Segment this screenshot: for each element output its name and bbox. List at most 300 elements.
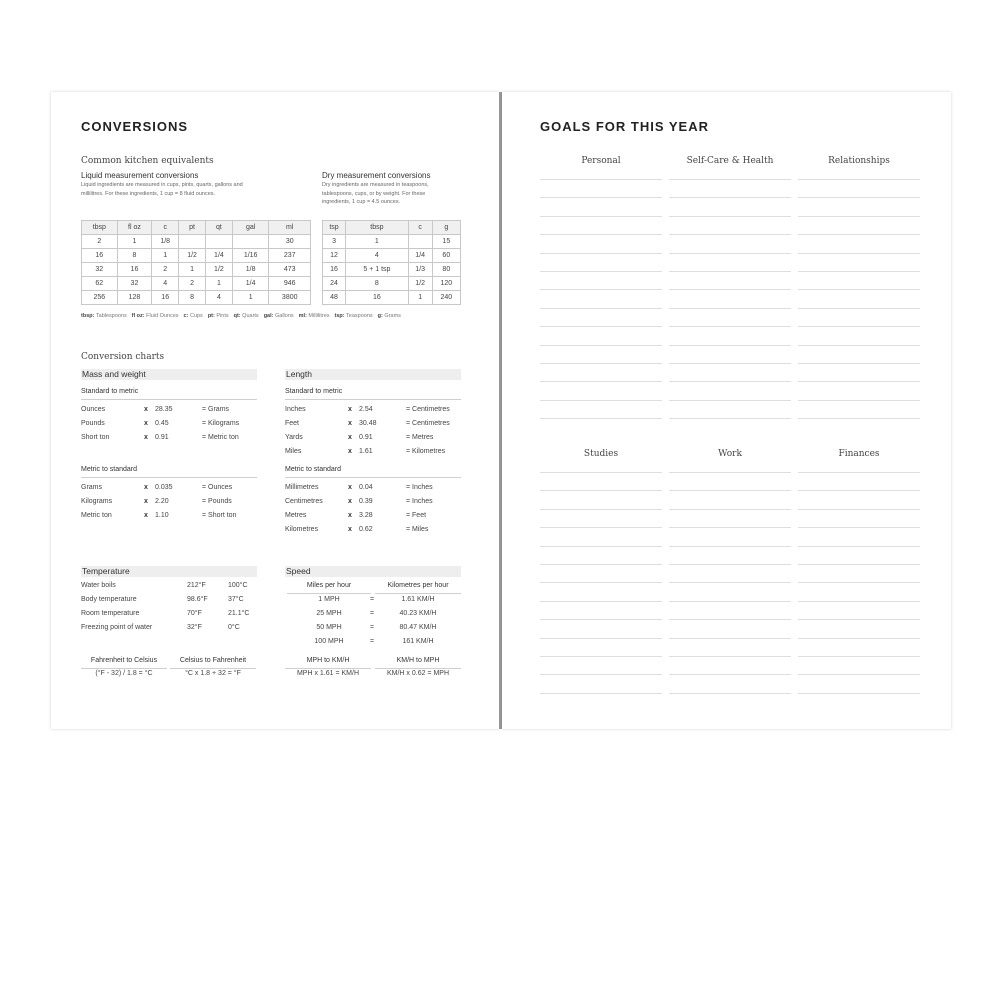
length-s2m-to: = Centimetres (406, 420, 450, 427)
top-goal-line (540, 400, 662, 401)
bottom-goal-line (669, 546, 791, 547)
top-goal-line (540, 345, 662, 346)
mass-s2m-operator: x (144, 420, 148, 427)
bottom-goal-line (798, 693, 920, 694)
bottom-goal-line (540, 472, 662, 473)
mass-s2m-from: Ounces (81, 406, 106, 413)
mass-m2s-factor: 1.10 (155, 512, 169, 519)
length-s2m-from: Inches (285, 406, 306, 413)
top-goal-line (798, 308, 920, 309)
divider (81, 477, 257, 478)
liquid-cell: 2 (179, 277, 206, 291)
bottom-goal-line (669, 527, 791, 528)
speed-col-kmh: Kilometres per hour (387, 582, 449, 589)
length-s2m-label: Standard to metric (285, 388, 343, 395)
speed-kmh: 161 KM/H (402, 638, 434, 645)
liquid-cell: 8 (117, 249, 152, 263)
dry-cell: 1/3 (408, 263, 432, 277)
top-goal-line (798, 326, 920, 327)
liquid-row (82, 263, 311, 277)
bottom-goal-line (669, 582, 791, 583)
mass-s2m-to: = Grams (202, 406, 230, 413)
mass-s2m-from: Short ton (81, 434, 110, 441)
top-goal-line (669, 197, 791, 198)
top-goal-line (540, 179, 662, 180)
legend-item (81, 313, 127, 319)
top-goal-line (669, 381, 791, 382)
top-goal-line (540, 326, 662, 327)
liquid-cell: 1 (117, 235, 152, 249)
length-s2m-from: Miles (285, 448, 302, 455)
liquid-cell (205, 235, 232, 249)
liquid-cell: 1 (179, 263, 206, 277)
liquid-cell: 256 (82, 291, 118, 305)
top-goal-line (798, 400, 920, 401)
liquid-header-cell: fl oz (117, 221, 152, 235)
legend-item (184, 313, 203, 319)
bottom-category-heading: Work (718, 449, 742, 459)
mass-s2m-factor: 0.45 (155, 420, 169, 427)
length-s2m-operator: x (348, 448, 352, 455)
length-m2s-operator: x (348, 512, 352, 519)
length-s2m-to: = Centimetres (406, 406, 450, 413)
length-s2m-to: = Metres (406, 434, 434, 441)
liquid-cell: 62 (82, 277, 118, 291)
speed-equals: = (370, 624, 375, 631)
top-goal-line (669, 271, 791, 272)
dry-row (323, 235, 461, 249)
top-goal-line (798, 179, 920, 180)
mass-s2m-operator: x (144, 406, 148, 413)
length-section-title: Length (285, 369, 461, 380)
liquid-cell: 128 (117, 291, 152, 305)
length-s2m-factor: 0.91 (359, 434, 373, 441)
bottom-goal-line (540, 601, 662, 602)
bottom-goal-line (798, 564, 920, 565)
liquid-cell (179, 235, 206, 249)
top-category-heading: Self-Care & Health (686, 156, 774, 166)
legend-abbr: fl oz: (131, 313, 145, 319)
top-goal-line (669, 418, 791, 419)
dry-cell: 80 (432, 263, 460, 277)
liquid-cell: 2 (82, 235, 118, 249)
bottom-goal-line (798, 656, 920, 657)
dry-cell: 1 (346, 235, 409, 249)
temperature-celsius: 21.1°C (228, 610, 250, 617)
legend-item (208, 313, 229, 319)
page-title: CONVERSIONS (81, 119, 189, 134)
mass-m2s-from: Metric ton (81, 512, 112, 519)
legend-text: Grams (382, 313, 401, 319)
temperature-fahrenheit: 70°F (187, 610, 202, 617)
bottom-goal-line (540, 582, 662, 583)
dry-cell: 16 (346, 291, 409, 305)
length-m2s-to: = Feet (406, 512, 427, 519)
liquid-cell: 237 (269, 249, 311, 263)
top-goal-line (798, 363, 920, 364)
top-goal-line (669, 326, 791, 327)
bottom-category-heading: Studies (583, 449, 619, 459)
top-goal-line (798, 216, 920, 217)
f2c-formula: (°F - 32) / 1.8 = °C (95, 670, 153, 677)
temperature-section-title: Temperature (81, 566, 257, 577)
dry-cell: 120 (432, 277, 460, 291)
k2m-label: KM/H to MPH (396, 657, 440, 664)
speed-mph: 1 MPH (318, 596, 340, 603)
mass-s2m-from: Pounds (81, 420, 105, 427)
liquid-cell: 30 (269, 235, 311, 249)
bottom-goal-line (540, 638, 662, 639)
temperature-celsius: 0°C (228, 624, 240, 631)
top-goal-line (540, 253, 662, 254)
m2k-label: MPH to KM/H (306, 657, 350, 664)
liquid-row (82, 291, 311, 305)
top-goal-line (540, 271, 662, 272)
top-goal-line (669, 308, 791, 309)
top-goal-line (540, 234, 662, 235)
legend-abbr: g: (377, 313, 383, 319)
top-goal-line (540, 197, 662, 198)
top-goal-line (669, 345, 791, 346)
c2f-formula: °C x 1.8 + 32 = °F (185, 670, 241, 677)
mass-m2s-from: Grams (81, 484, 102, 491)
dry-cell: 1/2 (408, 277, 432, 291)
goals-title: GOALS FOR THIS YEAR (540, 119, 709, 134)
bottom-goal-line (798, 674, 920, 675)
divider (285, 668, 371, 669)
divider (81, 668, 167, 669)
dry-cell: 1 (408, 291, 432, 305)
liquid-row (82, 277, 311, 291)
mass-s2m-factor: 0.91 (155, 434, 169, 441)
liquid-cell: 1 (205, 277, 232, 291)
mass-section-title: Mass and weight (81, 369, 257, 380)
temperature-celsius: 100°C (228, 582, 248, 589)
bottom-goal-line (669, 674, 791, 675)
legend-abbr: tbsp: (81, 313, 95, 319)
length-m2s-to: = Miles (406, 526, 429, 533)
temperature-fahrenheit: 98.6°F (187, 596, 208, 603)
m2k-formula: MPH x 1.61 = KM/H (296, 670, 360, 677)
dry-header-cell: tbsp (346, 221, 409, 235)
bottom-goal-line (669, 601, 791, 602)
dry-row (323, 277, 461, 291)
liquid-conversion-table (81, 220, 311, 305)
dry-cell: 8 (346, 277, 409, 291)
speed-kmh: 80.47 KM/H (399, 624, 437, 631)
dry-cell: 48 (323, 291, 346, 305)
top-goal-line (669, 216, 791, 217)
length-m2s-from: Millimetres (285, 484, 319, 491)
legend-item (335, 313, 373, 319)
top-goal-line (669, 363, 791, 364)
legend-item (132, 313, 179, 319)
dry-title: Dry measurement conversions (322, 171, 431, 180)
top-goal-line (669, 289, 791, 290)
top-goal-line (540, 363, 662, 364)
liquid-cell: 16 (152, 291, 179, 305)
mass-m2s-factor: 2.20 (155, 498, 169, 505)
dry-cell (408, 235, 432, 249)
legend-text: Cups (188, 313, 203, 319)
top-goal-line (798, 381, 920, 382)
divider (81, 399, 257, 400)
bottom-goal-line (669, 564, 791, 565)
conversions-page (51, 92, 499, 729)
temperature-fahrenheit: 32°F (187, 624, 202, 631)
top-category-heading: Personal (581, 156, 621, 166)
top-goal-line (540, 216, 662, 217)
length-s2m-factor: 2.54 (359, 406, 373, 413)
dry-row (323, 249, 461, 263)
bottom-goal-line (798, 527, 920, 528)
mass-s2m-factor: 28.35 (155, 406, 173, 413)
top-goal-line (798, 345, 920, 346)
liquid-cell: 1/4 (205, 249, 232, 263)
bottom-goal-line (798, 638, 920, 639)
liquid-title: Liquid measurement conversions (81, 171, 199, 180)
speed-equals: = (370, 610, 375, 617)
liquid-cell: 1 (152, 249, 179, 263)
length-s2m-to: = Kilometres (406, 448, 446, 455)
bottom-goal-line (669, 638, 791, 639)
top-goal-line (669, 253, 791, 254)
top-goal-line (798, 197, 920, 198)
top-category-heading: Relationships (828, 156, 890, 166)
divider (285, 399, 461, 400)
length-m2s-operator: x (348, 526, 352, 533)
legend-abbr: pt: (207, 313, 215, 319)
bottom-goal-line (540, 693, 662, 694)
legend-text: Pints (214, 313, 229, 319)
liquid-cell: 1/2 (205, 263, 232, 277)
legend-item (234, 313, 259, 319)
length-s2m-from: Feet (285, 420, 300, 427)
length-s2m-factor: 30.48 (359, 420, 377, 427)
kitchen-heading: Common kitchen equivalents (81, 156, 214, 166)
length-m2s-to: = Inches (406, 484, 433, 491)
dry-conversion-table (322, 220, 461, 305)
dry-cell: 60 (432, 249, 460, 263)
dry-cell: 240 (432, 291, 460, 305)
legend-text: Teaspoons (344, 313, 373, 319)
bottom-goal-line (540, 564, 662, 565)
legend-abbr: qt: (233, 313, 241, 319)
bottom-goal-line (669, 656, 791, 657)
mass-m2s-operator: x (144, 512, 148, 519)
divider (170, 668, 256, 669)
bottom-goal-line (798, 619, 920, 620)
bottom-goal-line (669, 693, 791, 694)
liquid-cell: 4 (205, 291, 232, 305)
length-m2s-label: Metric to standard (285, 466, 342, 473)
legend-item (299, 313, 330, 319)
speed-mph: 100 MPH (314, 638, 344, 645)
temperature-label: Room temperature (81, 610, 140, 617)
mass-m2s-operator: x (144, 498, 148, 505)
bottom-goal-line (540, 546, 662, 547)
dry-header-cell: tsp (323, 221, 346, 235)
top-goal-line (798, 253, 920, 254)
speed-mph: 25 MPH (316, 610, 342, 617)
dry-cell: 16 (323, 263, 346, 277)
dry-cell: 24 (323, 277, 346, 291)
legend-text: Quarts (240, 313, 259, 319)
bottom-goal-line (798, 490, 920, 491)
liquid-cell: 32 (117, 277, 152, 291)
top-goal-line (540, 289, 662, 290)
bottom-goal-line (540, 619, 662, 620)
liquid-cell: 32 (82, 263, 118, 277)
length-m2s-to: = Inches (406, 498, 433, 505)
liquid-cell: 473 (269, 263, 311, 277)
c2f-label: Celsius to Fahrenheit (179, 657, 247, 664)
bottom-goal-line (669, 490, 791, 491)
top-goal-line (540, 308, 662, 309)
speed-col-mph: Miles per hour (306, 582, 352, 589)
length-m2s-operator: x (348, 484, 352, 491)
liquid-cell: 16 (117, 263, 152, 277)
liquid-header-cell: ml (269, 221, 311, 235)
length-s2m-operator: x (348, 434, 352, 441)
liquid-row (82, 249, 311, 263)
goals-page (502, 92, 951, 729)
legend-abbr: gal: (263, 313, 274, 319)
dry-cell: 5 + 1 tsp (346, 263, 409, 277)
legend-item (264, 313, 294, 319)
legend-text: Fluid Ounces (144, 313, 179, 319)
speed-mph: 50 MPH (316, 624, 342, 631)
bottom-goal-line (669, 619, 791, 620)
temperature-label: Freezing point of water (81, 624, 153, 631)
legend-item (378, 313, 401, 319)
length-m2s-from: Kilometres (285, 526, 319, 533)
temperature-label: Water boils (81, 582, 116, 589)
bottom-goal-line (540, 674, 662, 675)
liquid-description: Liquid ingredients are measured in cups, pints, quarts, gallons and millilitres. For these ingredients, 1 cup = 8 fluid ounces. (81, 182, 243, 197)
length-m2s-factor: 0.39 (359, 498, 373, 505)
mass-s2m-to: = Metric ton (202, 434, 239, 441)
length-m2s-factor: 0.62 (359, 526, 373, 533)
temperature-label: Body temperature (81, 596, 137, 603)
liquid-cell: 1/8 (232, 263, 269, 277)
length-s2m-operator: x (348, 406, 352, 413)
legend-abbr: c: (183, 313, 189, 319)
liquid-cell: 1 (232, 291, 269, 305)
divider (375, 593, 461, 594)
liquid-cell: 4 (152, 277, 179, 291)
mass-s2m-label: Standard to metric (81, 388, 139, 395)
top-goal-line (798, 271, 920, 272)
liquid-cell: 2 (152, 263, 179, 277)
legend-text: Millilitres (306, 313, 330, 319)
bottom-goal-line (540, 490, 662, 491)
bottom-goal-line (669, 472, 791, 473)
mass-s2m-to: = Kilograms (202, 420, 240, 427)
top-goal-line (669, 400, 791, 401)
dry-header-cell: c (408, 221, 432, 235)
liquid-cell: 8 (179, 291, 206, 305)
top-goal-line (540, 381, 662, 382)
liquid-header-cell: tbsp (82, 221, 118, 235)
bottom-goal-line (540, 509, 662, 510)
liquid-header-cell: gal (232, 221, 269, 235)
mass-m2s-factor: 0.035 (155, 484, 173, 491)
liquid-cell: 3800 (269, 291, 311, 305)
k2m-formula: KM/H x 0.62 = MPH (386, 670, 450, 677)
dry-row (323, 291, 461, 305)
liquid-cell: 16 (82, 249, 118, 263)
length-m2s-factor: 3.28 (359, 512, 373, 519)
mass-s2m-operator: x (144, 434, 148, 441)
legend-text: Gallons (273, 313, 294, 319)
dry-cell: 15 (432, 235, 460, 249)
liquid-cell: 1/8 (152, 235, 179, 249)
legend-abbr: ml: (298, 313, 307, 319)
bottom-goal-line (669, 509, 791, 510)
length-s2m-operator: x (348, 420, 352, 427)
dry-cell: 12 (323, 249, 346, 263)
legend-text: Tablespoons (94, 313, 127, 319)
top-goal-line (798, 289, 920, 290)
dry-cell: 3 (323, 235, 346, 249)
liquid-header-cell: c (152, 221, 179, 235)
top-goal-line (798, 418, 920, 419)
dry-description: Dry ingredients are measured in teaspoons, tablespoons, cups, or by weight. For these ingredients, 1 cup = 4.5 ounces. (322, 182, 429, 205)
liquid-cell: 1/2 (179, 249, 206, 263)
top-goal-line (669, 234, 791, 235)
liquid-header-cell: qt (205, 221, 232, 235)
bottom-goal-line (798, 509, 920, 510)
liquid-cell: 1/16 (232, 249, 269, 263)
speed-section-title: Speed (285, 566, 461, 577)
length-m2s-factor: 0.04 (359, 484, 373, 491)
temperature-fahrenheit: 212°F (187, 582, 206, 589)
charts-heading: Conversion charts (81, 352, 165, 362)
speed-kmh: 1.61 KM/H (401, 596, 435, 603)
divider (287, 593, 371, 594)
mass-m2s-to: = Ounces (202, 484, 233, 491)
top-goal-line (669, 179, 791, 180)
dry-cell: 1/4 (408, 249, 432, 263)
liquid-cell: 1/4 (232, 277, 269, 291)
mass-m2s-from: Kilograms (81, 498, 113, 505)
bottom-goal-line (798, 472, 920, 473)
bottom-goal-line (798, 582, 920, 583)
bottom-goal-line (540, 527, 662, 528)
liquid-header-cell: pt (179, 221, 206, 235)
abbreviation-legend (81, 313, 406, 319)
top-goal-line (540, 418, 662, 419)
liquid-cell (232, 235, 269, 249)
f2c-label: Fahrenheit to Celsius (90, 657, 158, 664)
mass-m2s-operator: x (144, 484, 148, 491)
dry-header-cell: g (432, 221, 460, 235)
top-goal-line (798, 234, 920, 235)
bottom-goal-line (798, 601, 920, 602)
bottom-goal-line (540, 656, 662, 657)
length-s2m-from: Yards (285, 434, 303, 441)
length-m2s-from: Metres (285, 512, 307, 519)
speed-equals: = (370, 596, 375, 603)
dry-cell: 4 (346, 249, 409, 263)
length-m2s-operator: x (348, 498, 352, 505)
mass-m2s-label: Metric to standard (81, 466, 138, 473)
length-s2m-factor: 1.61 (359, 448, 373, 455)
mass-m2s-to: = Short ton (202, 512, 237, 519)
mass-m2s-to: = Pounds (202, 498, 232, 505)
liquid-row (82, 235, 311, 249)
